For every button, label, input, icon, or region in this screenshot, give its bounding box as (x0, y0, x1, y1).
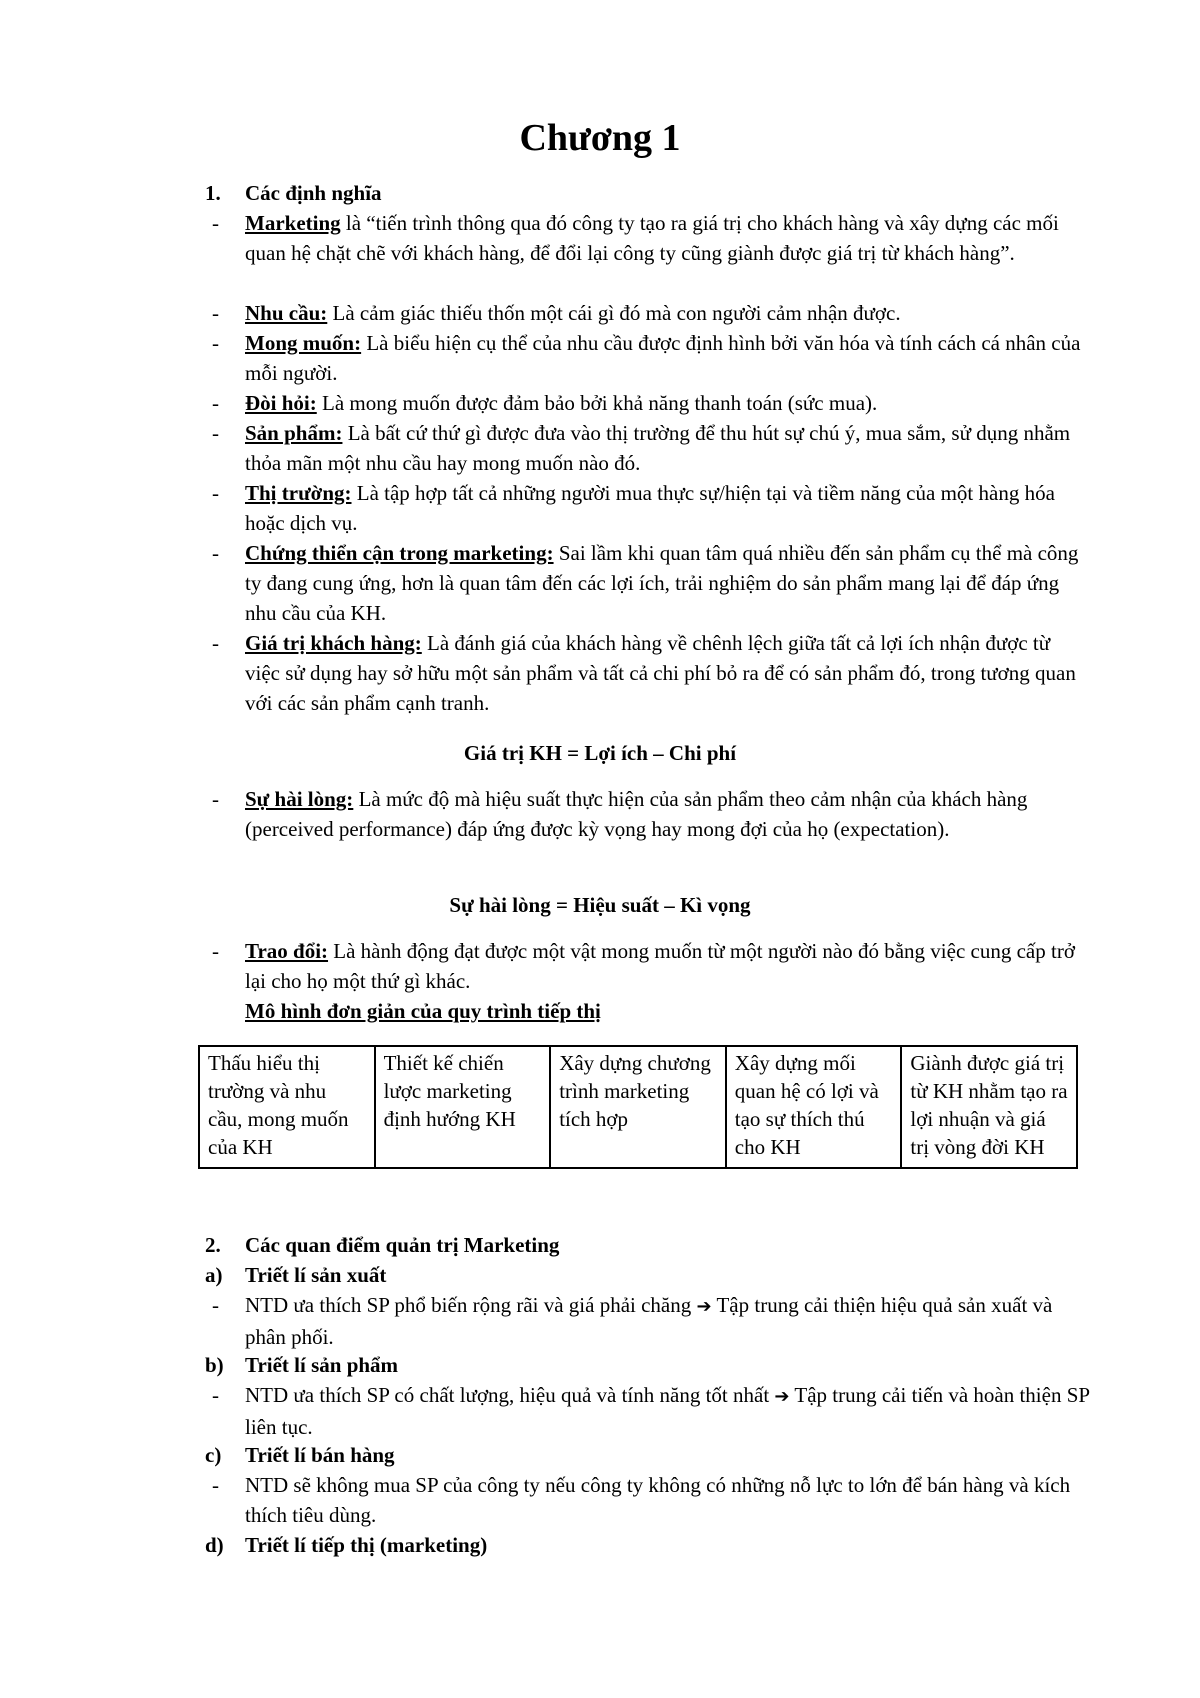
arrow-right-icon: ➔ (696, 1296, 712, 1317)
section-number: 2. (205, 1233, 221, 1257)
section-title: Các định nghĩa (245, 181, 382, 205)
definition-item (212, 208, 1090, 268)
definition-item (212, 298, 1090, 328)
definition-text: Là biểu hiện cụ thể của nhu cầu được định hình bởi văn hóa và tính cách cá nhân của mỗi người. (245, 331, 1081, 385)
process-step: Xây dựng chương trình marketing tích hợp (550, 1046, 726, 1168)
bullet-dash: - (212, 1383, 219, 1407)
subsection-title: Triết lí sản xuất (245, 1263, 387, 1287)
subsection-letter: c) (205, 1443, 222, 1467)
philosophy-premise: NTD ưa thích SP phổ biến rộng rãi và giá phải chăng (245, 1293, 697, 1317)
definition-term: Marketing (245, 211, 341, 235)
definition-text: Là mức độ mà hiệu suất thực hiện của sản phẩm theo cảm nhận của khách hàng (perceived performance) đáp ứng được kỳ vọng hay mong đợi của họ (expectation). (245, 787, 1028, 841)
chapter-title: Chương 1 (519, 117, 681, 159)
bullet-dash: - (212, 1293, 219, 1317)
definition-text: Là đánh giá của khách hàng về chênh lệch giữa tất cả lợi ích nhận được từ việc sử dụng hay sở hữu một sản phẩm và tất cả chi phí bỏ ra để có sản phẩm đó, trong tương quan với các sản phẩm cạnh tranh. (245, 631, 1076, 715)
bullet-dash: - (212, 1473, 219, 1497)
definition-term: Sự hài lòng: (245, 787, 354, 811)
definition-item (212, 388, 1090, 418)
process-model-title: Mô hình đơn giản của quy trình tiếp thị (245, 999, 601, 1023)
philosophy-focus: Tập trung cải tiến và hoàn thiện SP liên tục. (245, 1383, 1090, 1439)
definition-term: Sản phẩm: (245, 421, 343, 445)
arrow-right-icon: ➔ (774, 1386, 790, 1407)
definition-text: là “tiến trình thông qua đó công ty tạo ra giá trị cho khách hàng và xây dựng các mối quan hệ chặt chẽ với khách hàng, để đổi lại công ty cũng giành được giá trị từ khách hàng”. (245, 211, 1059, 265)
subsection-letter: d) (205, 1533, 224, 1557)
definition-text: Là cảm giác thiếu thốn một cái gì đó mà con người cảm nhận được. (327, 301, 901, 325)
bullet-dash: - (212, 541, 219, 565)
bullet-dash: - (212, 331, 219, 355)
philosophy-item (212, 1290, 1090, 1352)
definition-text: Là mong muốn được đảm bảo bởi khả năng thanh toán (sức mua). (316, 391, 878, 415)
subsection-title: Triết lí bán hàng (245, 1443, 395, 1467)
subsection-title: Triết lí sản phẩm (245, 1353, 399, 1377)
subsection-title: Triết lí tiếp thị (marketing) (245, 1533, 488, 1557)
definition-term: Nhu cầu: (245, 301, 328, 325)
table-row (199, 1046, 1077, 1168)
process-step: Thấu hiểu thị trường và nhu cầu, mong muốn của KH (199, 1046, 375, 1168)
philosophy-item (212, 1470, 1090, 1530)
definition-item (212, 936, 1090, 996)
bullet-dash: - (212, 301, 219, 325)
definition-text: Là tập hợp tất cả những người mua thực sự/hiện tại và tiềm năng của một hàng hóa hoặc dịch vụ. (245, 481, 1055, 535)
definition-term: Thị trường: (245, 481, 352, 505)
definition-text: Là hành động đạt được một vật mong muốn từ một người nào đó bằng việc cung cấp trở lại cho họ một thứ gì khác. (245, 939, 1075, 993)
process-model-table (198, 1045, 1078, 1169)
definition-item (212, 538, 1090, 628)
philosophy-premise: NTD ưa thích SP có chất lượng, hiệu quả và tính năng tốt nhất (245, 1383, 775, 1407)
process-step: Xây dựng mối quan hệ có lợi và tạo sự thích thú cho KH (726, 1046, 902, 1168)
bullet-dash: - (212, 481, 219, 505)
value-formula: Giá trị KH = Lợi ích – Chi phí (463, 741, 737, 765)
section-title: Các quan điểm quản trị Marketing (245, 1233, 560, 1257)
definition-item (212, 478, 1090, 538)
definition-text: Là bất cứ thứ gì được đưa vào thị trường để thu hút sự chú ý, mua sắm, sử dụng nhằm thỏa mãn một nhu cầu hay mong muốn nào đó. (245, 421, 1071, 475)
definition-term: Trao đổi: (245, 939, 329, 963)
philosophy-item (212, 1380, 1090, 1442)
definition-item (212, 628, 1090, 718)
definition-term: Mong muốn: (245, 331, 362, 355)
satisfaction-formula: Sự hài lòng = Hiệu suất – Kì vọng (449, 893, 751, 917)
bullet-dash: - (212, 939, 219, 963)
bullet-dash: - (212, 631, 219, 655)
definition-term: Chứng thiển cận trong marketing: (245, 541, 554, 565)
section-number: 1. (205, 181, 221, 205)
definition-item (212, 418, 1090, 478)
subsection-letter: a) (205, 1263, 223, 1287)
definition-item (212, 328, 1090, 388)
bullet-dash: - (212, 211, 219, 235)
bullet-dash: - (212, 787, 219, 811)
philosophy-focus: Tập trung cải thiện hiệu quả sản xuất và phân phối. (245, 1293, 1053, 1349)
philosophy-premise: NTD sẽ không mua SP của công ty nếu công ty không có những nỗ lực to lớn để bán hàng và kích thích tiêu dùng. (245, 1473, 1071, 1527)
definition-term: Đòi hỏi: (245, 391, 317, 415)
definition-text: Sai lầm khi quan tâm quá nhiều đến sản phẩm cụ thể mà công ty đang cung ứng, hơn là quan tâm đến các lợi ích, trải nghiệm do sản phẩm mang lại để đáp ứng nhu cầu của KH. (245, 541, 1079, 625)
definition-item (212, 784, 1090, 844)
bullet-dash: - (212, 421, 219, 445)
subsection-letter: b) (205, 1353, 224, 1377)
process-step: Thiết kế chiến lược marketing định hướng KH (375, 1046, 551, 1168)
bullet-dash: - (212, 391, 219, 415)
process-step: Giành được giá trị từ KH nhằm tạo ra lợi nhuận và giá trị vòng đời KH (901, 1046, 1077, 1168)
definition-term: Giá trị khách hàng: (245, 631, 422, 655)
